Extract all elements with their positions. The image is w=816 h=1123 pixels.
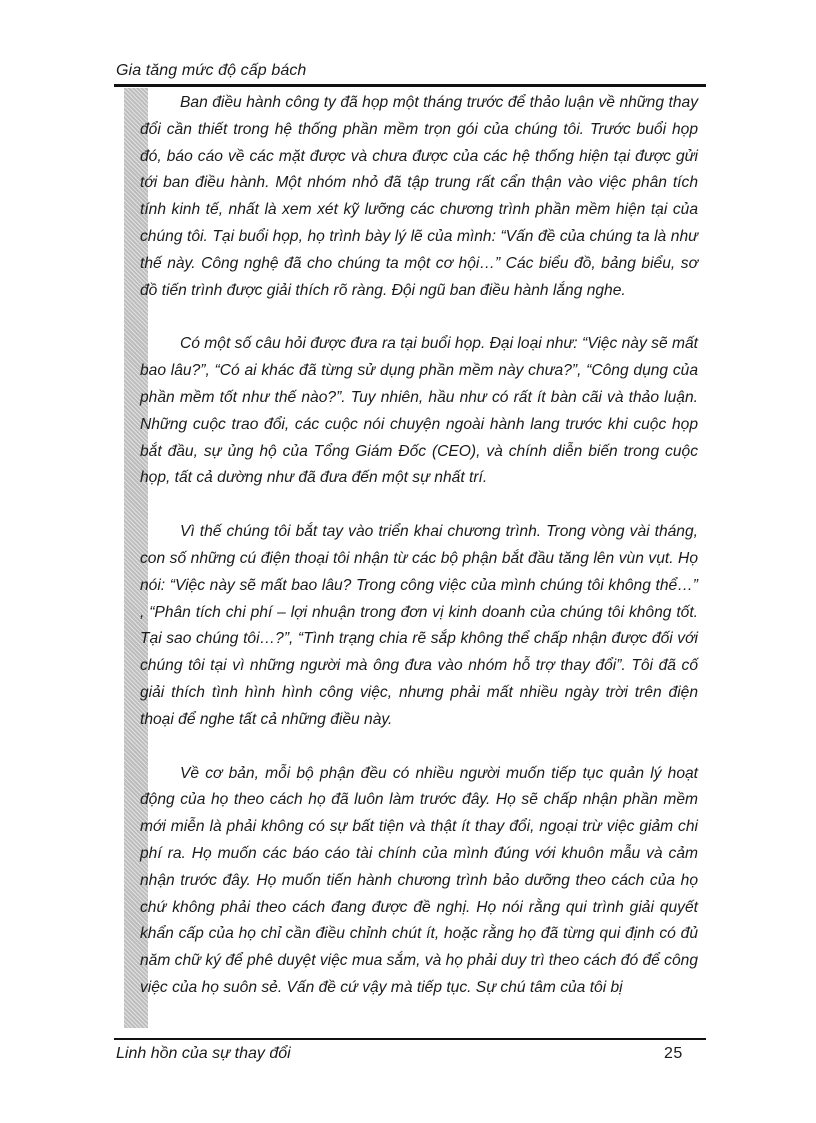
footer-rule xyxy=(114,1038,706,1040)
paragraph-1: Ban điều hành công ty đã họp một tháng trước để thảo luận về những thay đổi cần thiết trong hệ thống phần mềm trọn gói của chúng tôi. Trước buổi họp đó, báo cáo về các mặt được và chưa được của các hệ thống hiện tại được gửi tới ban điều hành. Một nhóm nhỏ đã tập trung rất cẩn thận vào việc phân tích tính kinh tế, nhất là xem xét kỹ lưỡng các chương trình phần mềm hiện tại của chúng tôi. Tại buổi họp, họ trình bày lý lẽ của mình: “Vấn đề của chúng ta là như thế này. Công nghệ đã cho chúng ta một cơ hội…” Các biểu đồ, bảng biểu, sơ đồ tiến trình được giải thích rõ ràng. Đội ngũ ban điều hành lắng nghe. xyxy=(140,94,698,299)
running-footer-title: Linh hồn của sự thay đổi xyxy=(116,1045,291,1062)
page-number: 25 xyxy=(664,1045,683,1062)
body-text xyxy=(140,90,698,1002)
header-rule xyxy=(114,84,706,87)
paragraph-3: Vì thế chúng tôi bắt tay vào triển khai chương trình. Trong vòng vài tháng, con số những cú điện thoại tôi nhận từ các bộ phận bắt đầu tăng lên vùn vụt. Họ nói: “Việc này sẽ mất bao lâu? Trong công việc của mình chúng tôi không thể…” , “Phân tích chi phí – lợi nhuận trong đơn vị kinh doanh của chúng tôi không tốt. Tại sao chúng tôi…?”, “Tình trạng chia rẽ sắp không thể chấp nhận được đối với chúng tôi tại vì những người mà ông đưa vào nhóm hỗ trợ thay đổi”. Tôi đã cố giải thích tình hình hình công việc, nhưng phải mất nhiều ngày trời trên điện thoại để nghe tất cả những điều này. xyxy=(140,523,698,728)
paragraph-2: Có một số câu hỏi được đưa ra tại buổi họp. Đại loại như: “Việc này sẽ mất bao lâu?”, “Có ai khác đã từng sử dụng phần mềm này chưa?”, “Công dụng của phần mềm tốt như thế nào?”. Tuy nhiên, hầu như có rất ít bàn cãi và thảo luận. Những cuộc trao đổi, các cuộc nói chuyện ngoài hành lang trước khi cuộc họp bắt đầu, sự ủng hộ của Tổng Giám Đốc (CEO), và chính diễn biến trong cuộc họp, tất cả dường như đã đưa đến một sự nhất trí. xyxy=(140,335,698,487)
running-header-title: Gia tăng mức độ cấp bách xyxy=(116,62,307,79)
paragraph-4: Về cơ bản, mỗi bộ phận đều có nhiều người muốn tiếp tục quản lý hoạt động của họ theo cách họ đã luôn làm trước đây. Họ sẽ chấp nhận phần mềm mới miễn là phải không có sự bất tiện và thật ít thay đổi, ngoại trừ việc giảm chi phí ra. Họ muốn các báo cáo tài chính của mình đúng với khuôn mẫu và cảm nhận trước đây. Họ muốn tiến hành chương trình bảo dưỡng theo cách của họ chứ không phải theo cách đang được đề nghị. Họ nói rằng qui trình giải quyết khẩn cấp của họ chỉ cần điều chỉnh chút ít, hoặc rằng họ đã từng qui định có đủ năm chữ ký để phê duyệt việc mua sắm, và họ phải duy trì theo cách đó để công việc của họ suôn sẻ. Vấn đề cứ vậy mà tiếp tục. Sự chú tâm của tôi bị xyxy=(140,764,698,996)
